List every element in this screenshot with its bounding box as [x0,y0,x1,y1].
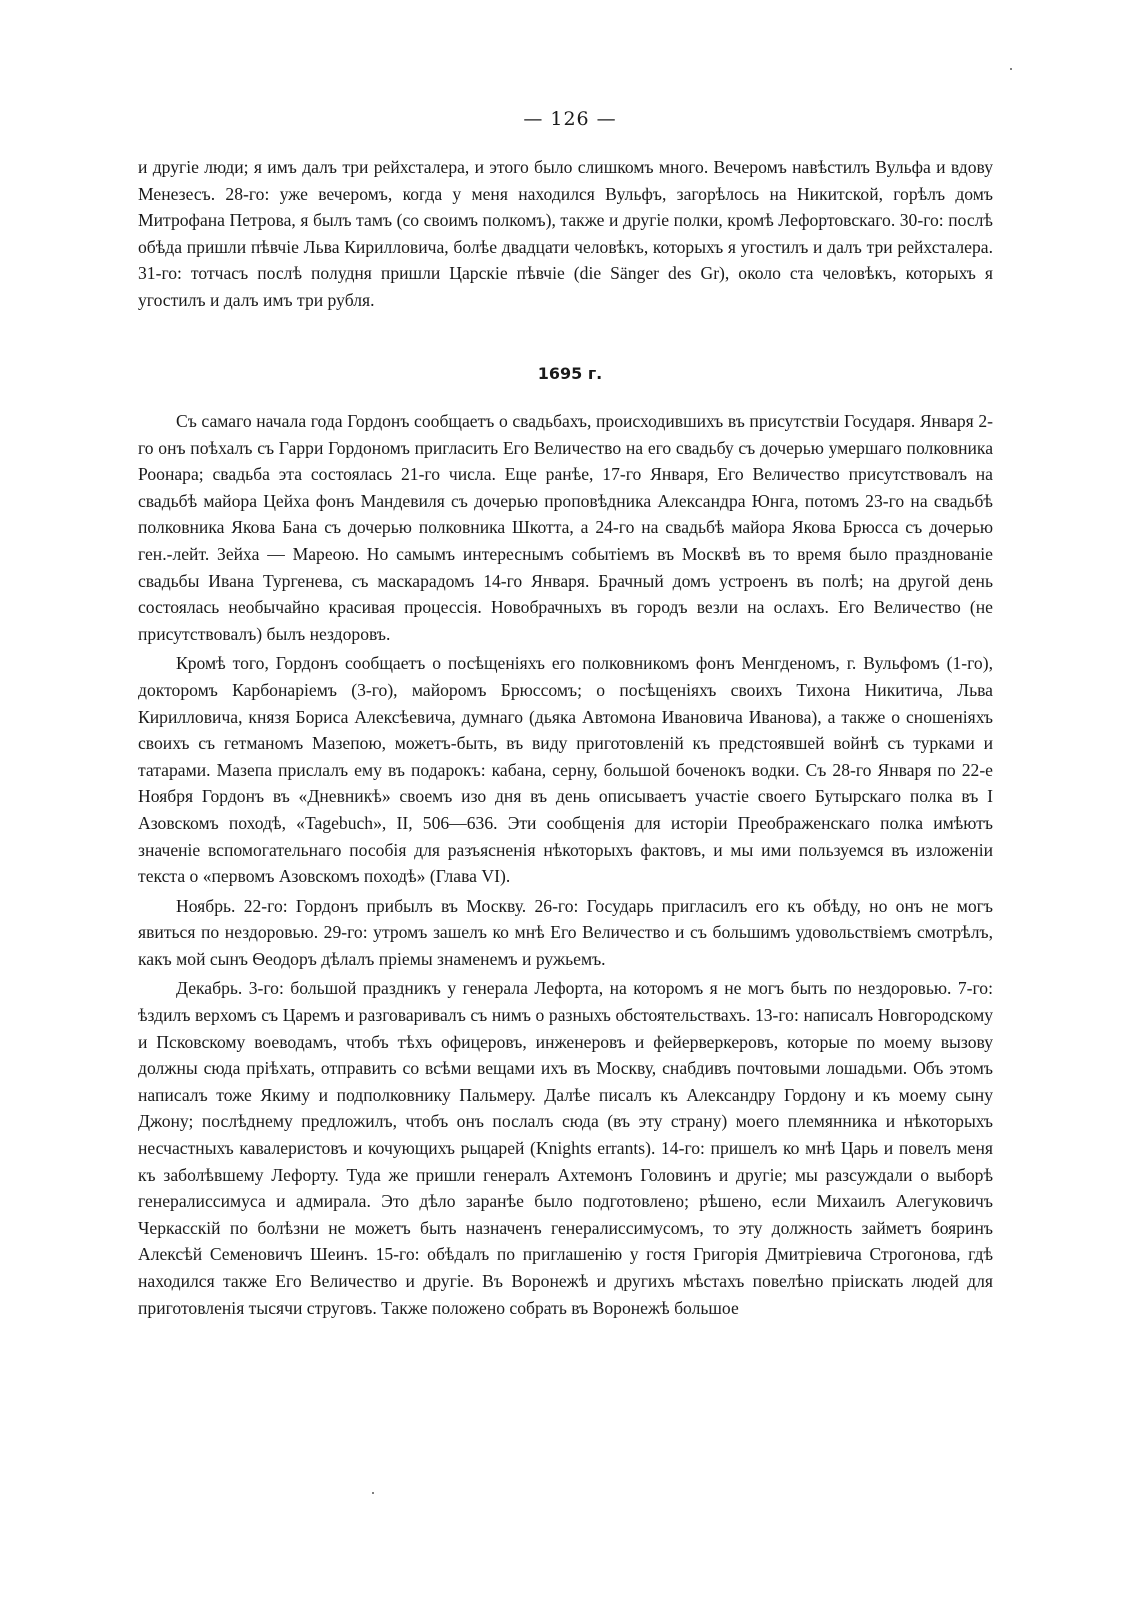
scan-speck [372,1492,374,1494]
paragraph-december: Декабрь. 3-го: большой праздникъ у генерала Лефорта, на которомъ я не могъ быть по нездоровью. 7-го: ѣздилъ верхомъ съ Царемъ и разговаривалъ съ нимъ о разныхъ обстоятельствахъ. 13-го: написалъ Новгородскому и Псковскому воеводамъ, чтобъ тѣхъ офицеровъ, инженеровъ и фейерверкеровъ, которые по моему вызову должны сюда пріѣхать, отправить со всѣми вещами ихъ въ Москву, снабдивъ почтовыми лошадьми. Объ этомъ написалъ тоже Якиму и подполковнику Пальмеру. Далѣе писалъ къ Александру Гордону и къ моему сыну Джону; послѣднему предложилъ, чтобъ онъ послалъ сюда (въ эту страну) моего племянника и нѣкоторыхъ несчастныхъ кавалеристовъ и кочующихъ рыцарей (Knights errants). 14-го: пришелъ ко мнѣ Царь и повелъ меня къ заболѣвшему Лефорту. Туда же пришли генералъ Ахтемонъ Головинъ и другіе; мы разсуждали о выборѣ генералиссимуса и адмирала. Это дѣло заранѣе было подготовлено; рѣшено, если Михаилъ Алегуковичъ Черкасскій по болѣзни не можетъ быть назначенъ генералиссимусомъ, то эту должность займетъ бояринъ Алексѣй Семеновичъ Шеинъ. 15-го: обѣдалъ по приглашенію у гостя Григорія Дмитріевича Строгонова, гдѣ находился также Его Величество и другіе. Въ Воронежѣ и другихъ мѣстахъ повелѣно пріискать людей для приготовленія тысячи струговъ. Также положено собрать въ Воронежѣ большое [138,978,993,1318]
paragraph-visits: Кромѣ того, Гордонъ сообщаетъ о посѣщеніяхъ его полковникомъ фонъ Менгденомъ, г. Вульфомъ (1-го), докторомъ Карбонаріемъ (3-го), майоромъ Брюссомъ; о посѣщеніяхъ своихъ Тихона Никитича, Льва Кирилловича, князя Бориса Алексѣевича, думнаго (дьяка Автомона Ивановича Иванова), а также о сношеніяхъ своихъ съ гетманомъ Мазепою, можетъ-быть, въ виду приготовленій къ предстоявшей войнѣ съ турками и татарами. Мазепа прислалъ ему въ подарокъ: кабана, серну, большой боченокъ водки. Съ 28-го Января по 22-е Ноября Гордонъ въ «Дневникѣ» своемъ изо дня въ день описываетъ участіе своего Бутырскаго полка въ I Азовскомъ походѣ, «Tagebuch», II, 506—636. Эти сообщенія для исторіи Преображенскаго полка имѣютъ значеніе вспомогательнаго пособія для разъясненія нѣкоторыхъ фактовъ, и мы ими пользуемся въ изложеніи текста о «первомъ Азовскомъ походѣ» (Глава VI). [138,653,993,887]
intro-paragraph: и другіе люди; я имъ далъ три рейхсталера, и этого было слишкомъ много. Вечеромъ навѣстилъ Вульфа и вдову Менезесъ. 28-го: уже вечеромъ, когда у меня находился Вульфъ, загорѣлось на Никитской, горѣлъ домъ Митрофана Петрова, я былъ тамъ (со своимъ полкомъ), также и другіе полки, кромѣ Лефортовскаго. 30-го: послѣ обѣда пришли пѣвчіе Льва Кирилловича, болѣе двадцати человѣкъ, которыхъ я угостилъ и далъ три рейхсталера. 31-го: тотчасъ послѣ полудня пришли Царскіе пѣвчіе (die Sänger des Gr), около ста человѣкъ, которыхъ я угостилъ и далъ имъ три рубля. [138,157,993,310]
scan-speck [1010,68,1012,70]
intro-text [138,154,993,314]
paragraph-november: Ноябрь. 22-го: Гордонъ прибылъ въ Москву. 26-го: Государь пригласилъ его къ обѣду, но онъ не могъ явиться по нездоровью. 29-го: утромъ зашелъ ко мнѣ Его Величество и съ большимъ удовольствіемъ смотрѣлъ, какъ мой сынъ Ѳеодоръ дѣлалъ пріемы знаменемъ и ружьемъ. [138,895,993,969]
paragraph-weddings: Съ самаго начала года Гордонъ сообщаетъ о свадьбахъ, происходившихъ въ присутствіи Государя. Января 2-го онъ поѣхалъ съ Гарри Гордономъ пригласить Его Величество на его свадьбу съ дочерью умершаго полковника Роонара; свадьба эта состоялась 21-го числа. Еще ранѣе, 17-го Января, Его Величество присутствовалъ на свадьбѣ майора Цейха фонъ Мандевиля съ дочерью проповѣдника Александра Юнга, потомъ 23-го на свадьбѣ полковника Якова Бана съ дочерью полковника Шкотта, а 24-го на свадьбѣ майора Якова Брюсса съ дочерью ген.-лейт. Зейха — Мареою. Но самымъ интереснымъ событіемъ въ Москвѣ въ то время было празднованіе свадьбы Ивана Тургенева, съ маскарадомъ 14-го Января. Брачный домъ устроенъ въ полѣ; на другой день состоялась необычайно красивая процессія. Новобрачныхъ въ городъ везли на ослахъ. Его Величество (не присутствовалъ) былъ нездоровъ. [138,411,993,644]
year-heading: 1695 г. [537,364,603,383]
body-text [138,408,993,1324]
page-number: — 126 — [523,108,617,130]
